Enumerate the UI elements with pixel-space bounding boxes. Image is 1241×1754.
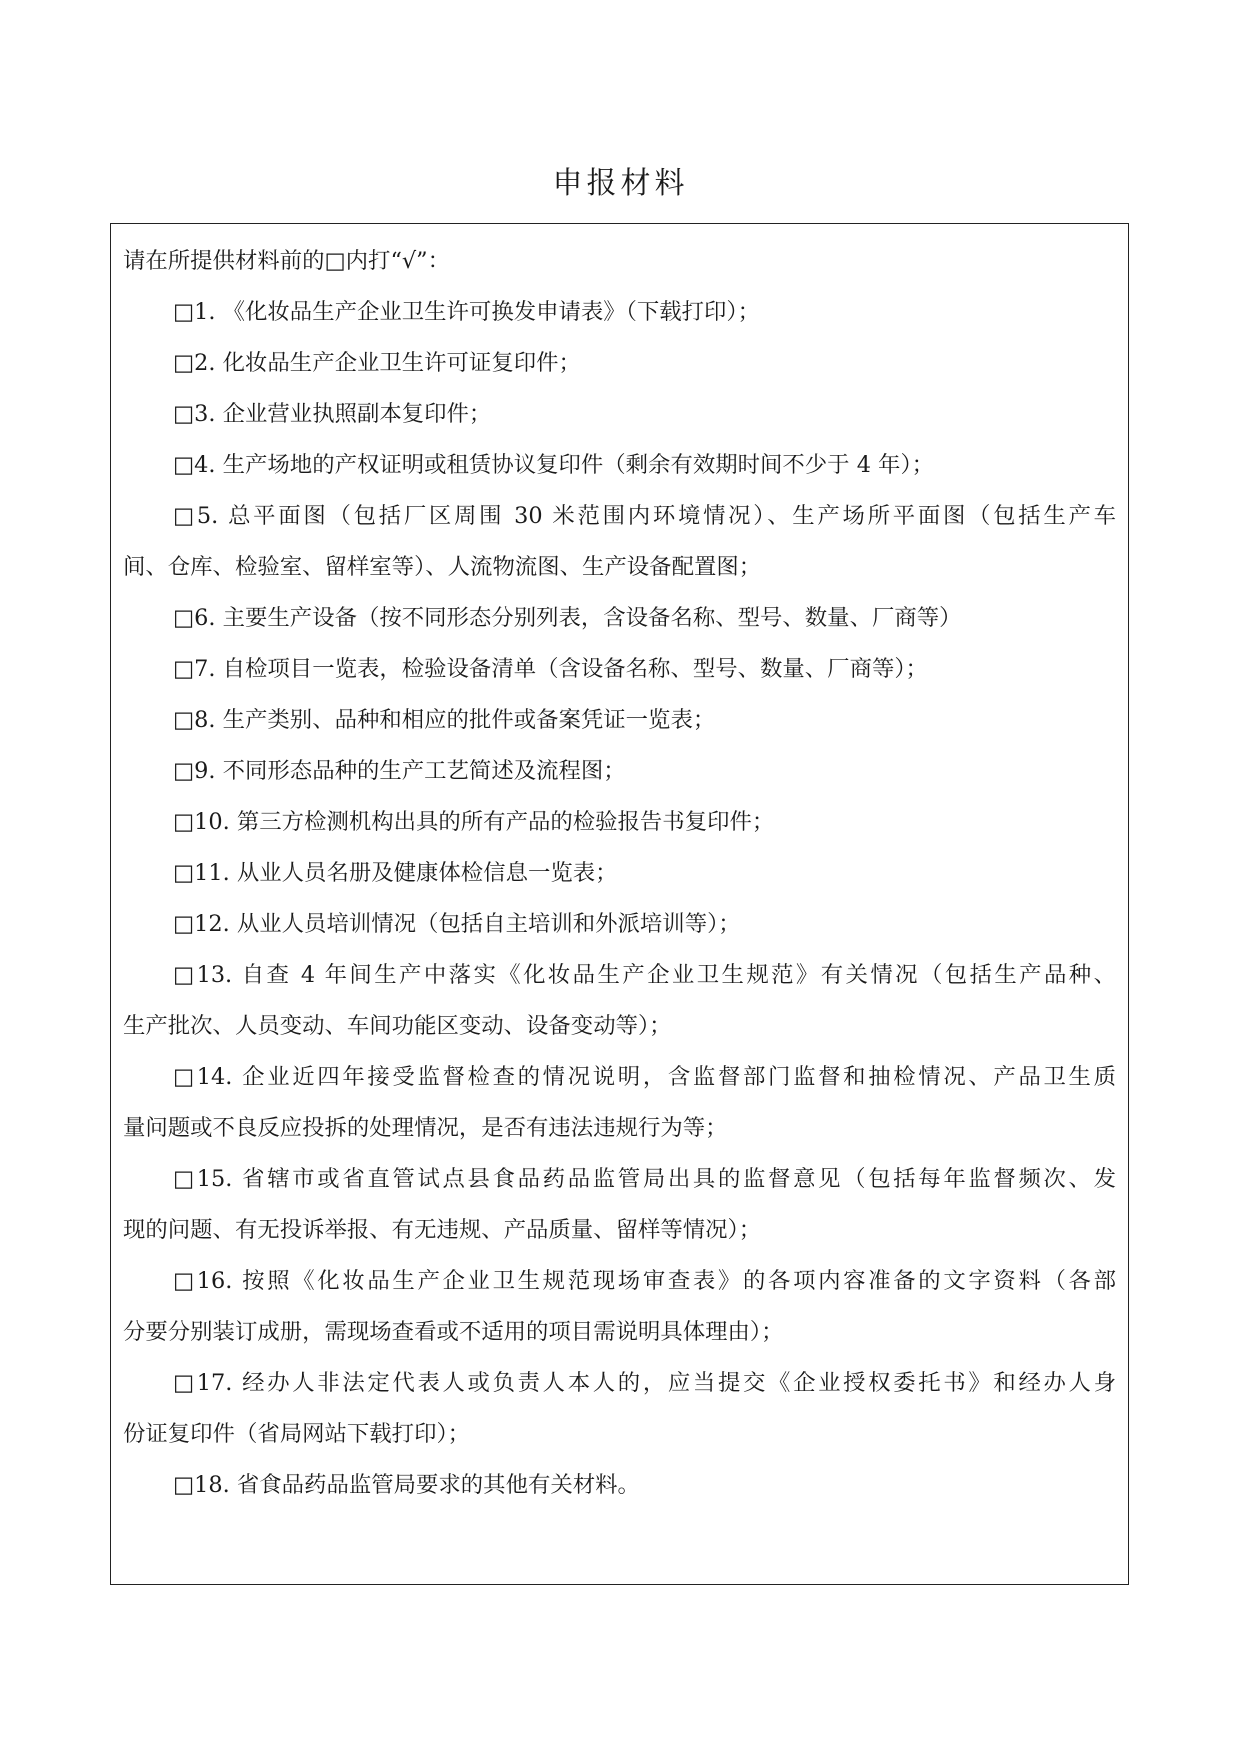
- material-item-10: □10. 第三方检测机构出具的所有产品的检验报告书复印件；: [173, 809, 775, 835]
- materials-box: [110, 223, 1129, 1585]
- material-item-8: □8. 生产类别、品种和相应的批件或备案凭证一览表；: [173, 707, 716, 733]
- material-item-4: □4. 生产场地的产权证明或租赁协议复印件（剩余有效期时间不少于 4 年）；: [173, 452, 935, 478]
- material-item-3: □3. 企业营业执照副本复印件；: [173, 401, 492, 427]
- material-item-13-cont: 生产批次、人员变动、车间功能区变动、设备变动等）；: [123, 1013, 672, 1039]
- material-item-15: □15. 省辖市或省直管试点县食品药品监管局出具的监督意见（包括每年监督频次、发: [173, 1166, 1116, 1192]
- material-item-5-cont: 间、仓库、检验室、留样室等）、人流物流图、生产设备配置图；: [123, 554, 762, 580]
- material-item-2: □2. 化妆品生产企业卫生许可证复印件；: [173, 350, 581, 376]
- material-item-14: □14. 企业近四年接受监督检查的情况说明，含监督部门监督和抽检情况、产品卫生质: [173, 1064, 1116, 1090]
- material-item-5: □5. 总平面图（包括厂区周围 30 米范围内环境情况）、生产场所平面图（包括生产车: [173, 503, 1116, 529]
- material-item-12: □12. 从业人员培训情况（包括自主培训和外派培训等）；: [173, 911, 741, 937]
- material-item-1: □1. 《化妆品生产企业卫生许可换发申请表》（下载打印）；: [173, 299, 761, 325]
- material-item-7: □7. 自检项目一览表，检验设备清单（含设备名称、型号、数量、厂商等）；: [173, 656, 928, 682]
- material-item-16-cont: 分要分别装订成册，需现场查看或不适用的项目需说明具体理由）；: [123, 1319, 784, 1345]
- material-item-13: □13. 自查 4 年间生产中落实《化妆品生产企业卫生规范》有关情况（包括生产品种、: [173, 962, 1116, 988]
- material-item-14-cont: 量问题或不良反应投拆的处理情况，是否有违法违规行为等；: [123, 1115, 728, 1141]
- instruction-line: 请在所提供材料前的□内打“√”：: [123, 248, 451, 274]
- material-item-15-cont: 现的问题、有无投诉举报、有无违规、产品质量、留样等情况）；: [123, 1217, 762, 1243]
- material-item-17: □17. 经办人非法定代表人或负责人本人的，应当提交《企业授权委托书》和经办人身: [173, 1370, 1116, 1396]
- page-title: 申报材料: [552, 166, 689, 201]
- material-item-17-cont: 份证复印件（省局网站下载打印）；: [123, 1421, 471, 1447]
- material-item-18: □18. 省食品药品监管局要求的其他有关材料。: [173, 1472, 640, 1498]
- material-item-11: □11. 从业人员名册及健康体检信息一览表；: [173, 860, 618, 886]
- material-item-6: □6. 主要生产设备（按不同形态分别列表，含设备名称、型号、数量、厂商等）: [173, 605, 962, 631]
- material-item-16: □16. 按照《化妆品生产企业卫生规范现场审查表》的各项内容准备的文字资料（各部: [173, 1268, 1116, 1294]
- material-item-9: □9. 不同形态品种的生产工艺简述及流程图；: [173, 758, 626, 784]
- materials-list: [123, 236, 1116, 1511]
